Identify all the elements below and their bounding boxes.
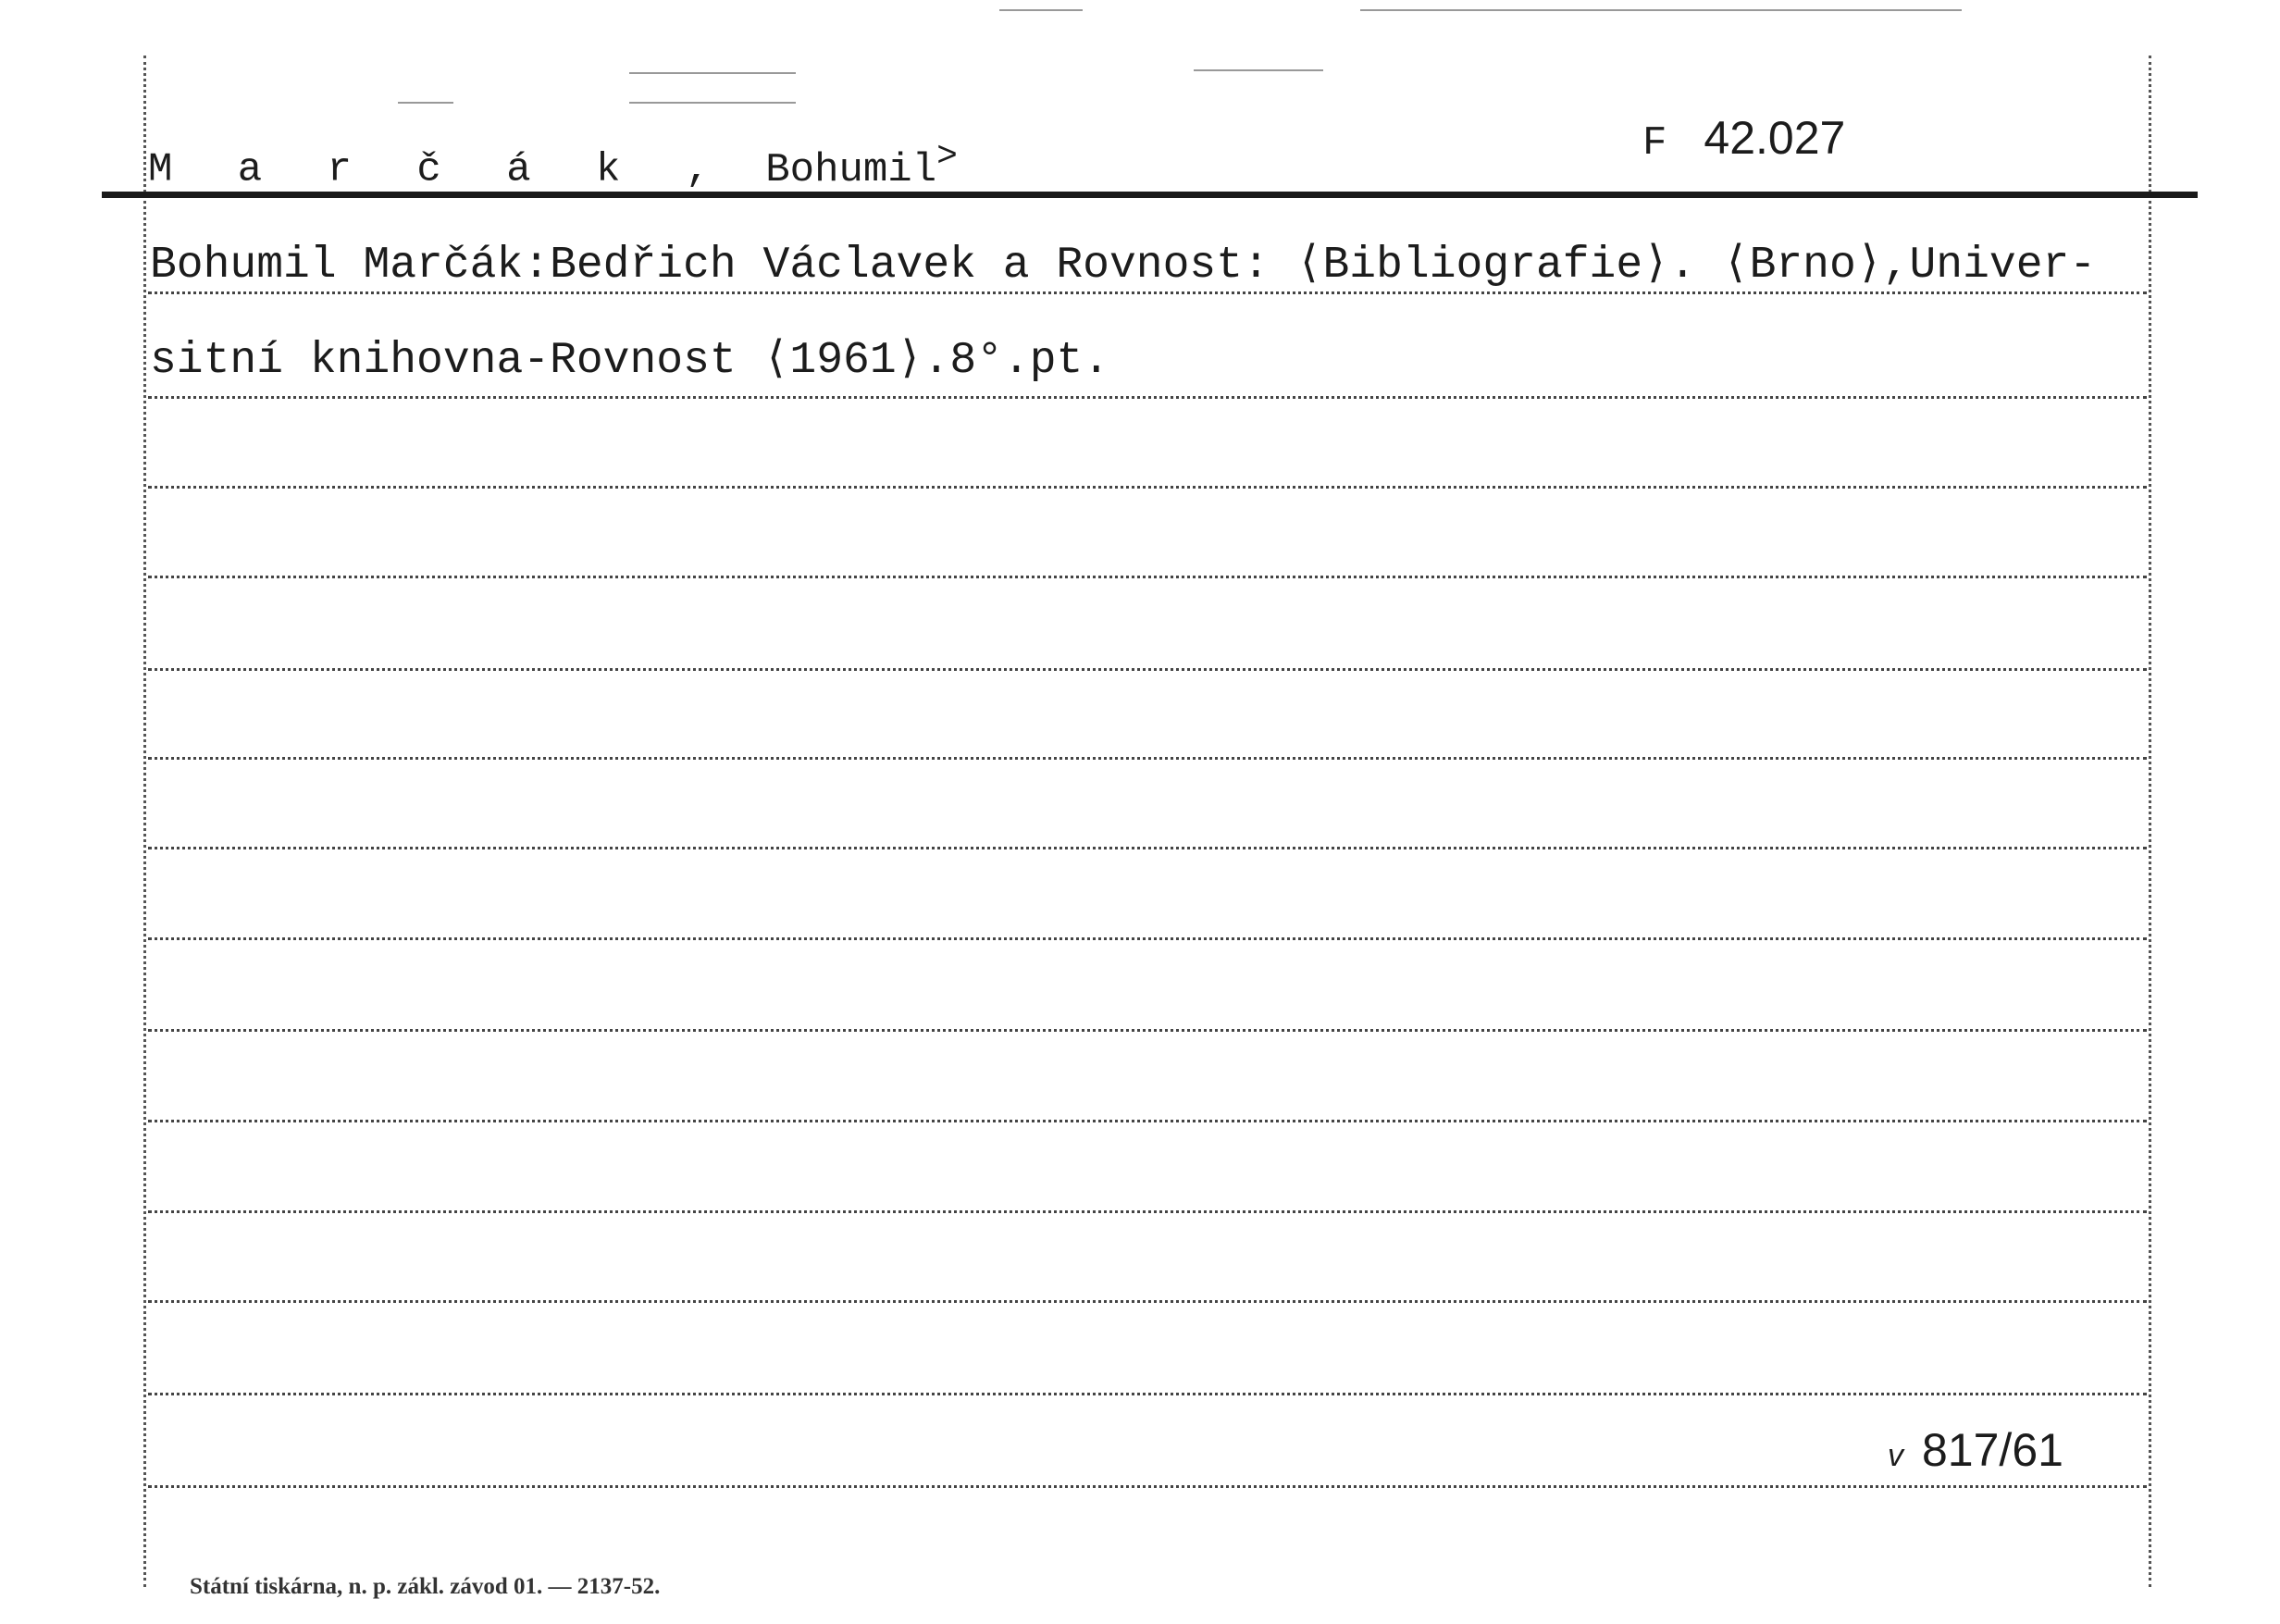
shelfmark-prefix: F bbox=[1642, 120, 1667, 167]
author-surname: M a r č á k , bbox=[148, 146, 731, 193]
ruled-line bbox=[148, 1120, 2147, 1122]
heading-mark: > bbox=[936, 137, 958, 177]
top-faint-mark bbox=[629, 72, 796, 74]
ruled-line bbox=[148, 668, 2147, 671]
ruled-line bbox=[148, 576, 2147, 578]
top-faint-mark bbox=[629, 102, 796, 104]
ruled-line bbox=[148, 486, 2147, 489]
card-left-border bbox=[143, 56, 146, 1587]
ruled-line bbox=[148, 1393, 2147, 1395]
top-faint-mark bbox=[398, 102, 453, 104]
card-right-border bbox=[2149, 56, 2151, 1587]
entry-line-2: sitní knihovna-Rovnost ⟨1961⟩.8°.pt. bbox=[150, 336, 1110, 386]
ruled-line bbox=[148, 1485, 2147, 1488]
header-rule bbox=[102, 192, 2198, 198]
author-given-name: Bohumil bbox=[765, 146, 937, 193]
entry-line-1: Bohumil Marčák:Bedřich Václavek a Rovnost: ⟨Bibliografie⟩. ⟨Brno⟩,Univer- bbox=[150, 241, 2097, 291]
shelfmark-number: 42.027 bbox=[1704, 112, 1846, 164]
printer-imprint: Státní tiskárna, n. p. zákl. závod 01. — 2137-52. bbox=[190, 1574, 661, 1599]
accession-number bbox=[1888, 1423, 2063, 1477]
ruled-line bbox=[148, 847, 2147, 849]
ruled-line bbox=[148, 396, 2147, 399]
top-faint-mark bbox=[999, 9, 1083, 11]
ruled-line bbox=[148, 937, 2147, 940]
check-mark: v bbox=[1888, 1438, 1903, 1473]
top-faint-mark bbox=[1194, 69, 1323, 71]
author-heading bbox=[148, 137, 958, 193]
ruled-line bbox=[148, 1029, 2147, 1032]
shelfmark bbox=[1642, 111, 1845, 167]
ruled-line bbox=[148, 291, 2147, 294]
ruled-line bbox=[148, 1210, 2147, 1213]
accession-value: 817/61 bbox=[1922, 1424, 2063, 1476]
ruled-line bbox=[148, 757, 2147, 760]
ruled-line bbox=[148, 1300, 2147, 1303]
top-faint-mark bbox=[1360, 9, 1962, 11]
